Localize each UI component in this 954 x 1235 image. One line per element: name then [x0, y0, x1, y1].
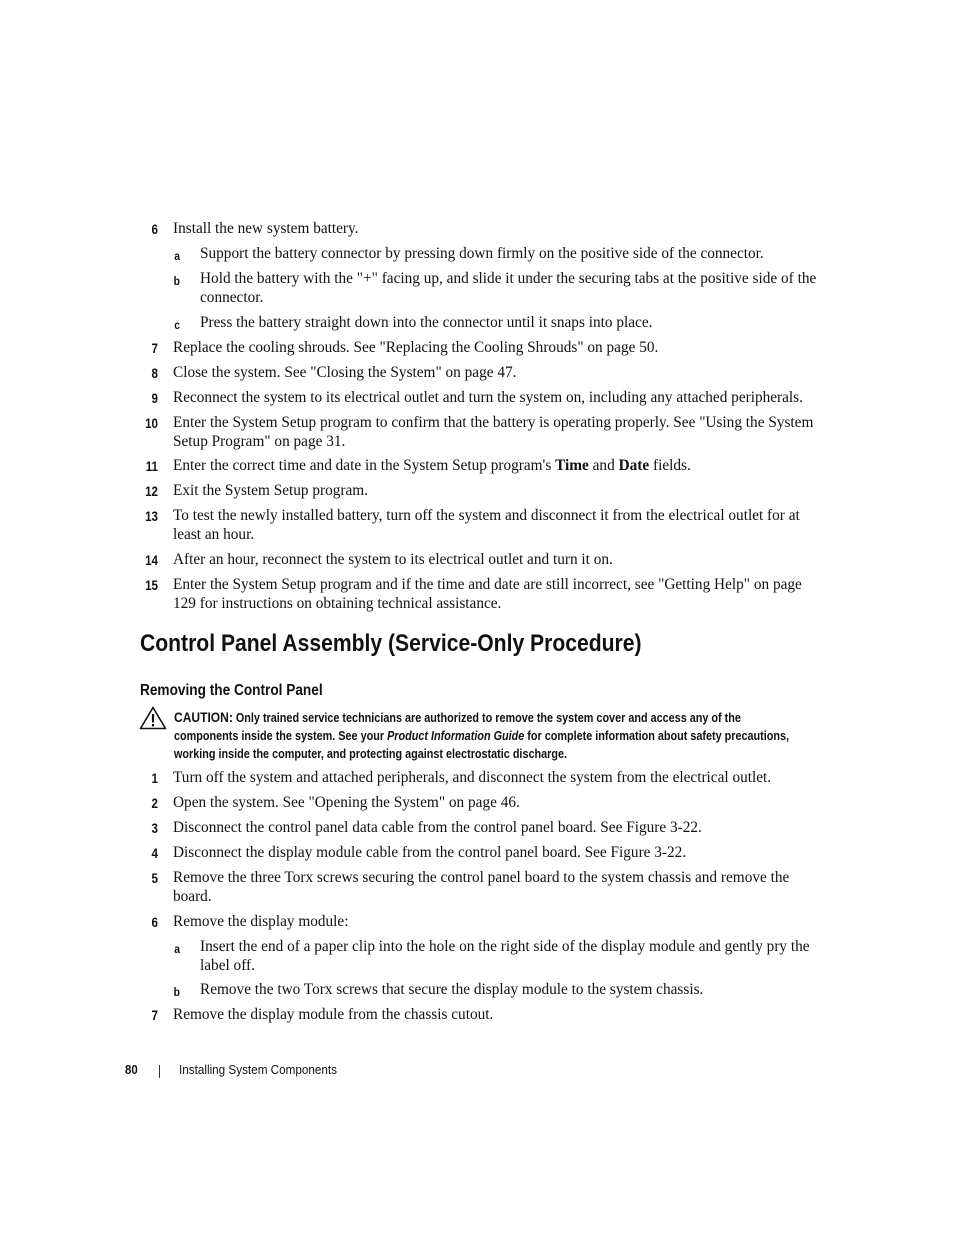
step-number: 2	[151, 796, 158, 811]
step-text: To test the newly installed battery, turn off the system and disconnect it from the electrical outlet for at least an hour.	[173, 507, 800, 543]
step-number: 7	[151, 1008, 158, 1023]
step-number: 8	[151, 366, 158, 381]
step-number: 13	[145, 509, 158, 524]
step-number: 15	[145, 578, 158, 593]
caution-label: CAUTION:	[174, 709, 233, 725]
section-heading: Control Panel Assembly (Service-Only Procedure)	[140, 630, 642, 657]
substep-letter: a	[174, 942, 180, 956]
step-text: Replace the cooling shrouds. See "Replacing the Cooling Shrouds" on page 50.	[173, 339, 659, 356]
step-number: 3	[151, 821, 158, 836]
step-text: Remove the display module:	[173, 913, 349, 930]
substep-letter: b	[173, 274, 180, 288]
substep-letter: b	[173, 985, 180, 999]
step-text: After an hour, reconnect the system to its electrical outlet and turn it on.	[173, 551, 613, 568]
step-text: Close the system. See "Closing the System" on page 47.	[173, 364, 517, 381]
subsection-heading: Removing the Control Panel	[140, 682, 323, 699]
step-text: Remove the display module from the chassis cutout.	[173, 1006, 494, 1023]
caution-warning-icon	[139, 706, 167, 730]
page-number: 80	[125, 1062, 138, 1077]
step-number: 9	[151, 391, 158, 406]
footer-divider	[159, 1065, 160, 1078]
step-text: Enter the System Setup program to confirm that the battery is operating properly. See "Using the System Setup Program" on page 31.	[173, 414, 814, 450]
step-text: Disconnect the display module cable from the control panel board. See Figure 3-22.	[173, 844, 687, 861]
step-number: 11	[145, 459, 158, 474]
step-text: Enter the correct time and date in the System Setup program's Time and Date fields.	[173, 457, 691, 474]
field-name-date: Date	[618, 457, 650, 474]
step-number: 7	[151, 341, 158, 356]
substep-letter: c	[174, 318, 180, 332]
step-text: Enter the System Setup program and if the time and date are still incorrect, see "Getting Help" on page 129 for instructions on obtaining technical assistance.	[173, 576, 802, 612]
step-number: 1	[151, 771, 158, 786]
step-number: 14	[145, 553, 158, 568]
step-text: Insert the end of a paper clip into the hole on the right side of the display module and gently pry the label off.	[200, 938, 810, 974]
substep-letter: a	[174, 249, 180, 263]
step-number: 6	[151, 915, 158, 930]
product-information-guide-title: Product Information Guide	[387, 728, 525, 743]
step-number: 10	[145, 416, 158, 431]
step-text: Remove the two Torx screws that secure the display module to the system chassis.	[200, 981, 704, 998]
step-text: Hold the battery with the "+" facing up, and slide it under the securing tabs at the positive side of the connector.	[200, 270, 817, 306]
step-text: Install the new system battery.	[173, 220, 359, 237]
step-number: 6	[151, 222, 158, 237]
step-number: 4	[151, 846, 158, 861]
footer-section-title: Installing System Components	[179, 1062, 338, 1077]
step-text: Open the system. See "Opening the System" on page 46.	[173, 794, 520, 811]
step-text: Remove the three Torx screws securing the control panel board to the system chassis and remove the board.	[173, 869, 790, 905]
step-text: Turn off the system and attached peripherals, and disconnect the system from the electrical outlet.	[173, 769, 772, 786]
step-number: 5	[151, 871, 158, 886]
step-text: Exit the System Setup program.	[173, 482, 369, 499]
step-text: Support the battery connector by pressing down firmly on the positive side of the connector.	[200, 245, 764, 262]
step-text: Disconnect the control panel data cable from the control panel board. See Figure 3-22.	[173, 819, 702, 836]
field-name-time: Time	[555, 457, 589, 474]
step-text: Reconnect the system to its electrical outlet and turn the system on, including any attached peripherals.	[173, 389, 803, 406]
caution-notice: CAUTION: Only trained service technicians are authorized to remove the system cover and access any of the components inside the system. See your Product Information Guide for complete information about safety precautions, working inside the computer, and protecting against electrostatic discharge.	[174, 709, 790, 761]
step-text: Press the battery straight down into the connector until it snaps into place.	[200, 314, 653, 331]
step-number: 12	[145, 484, 158, 499]
